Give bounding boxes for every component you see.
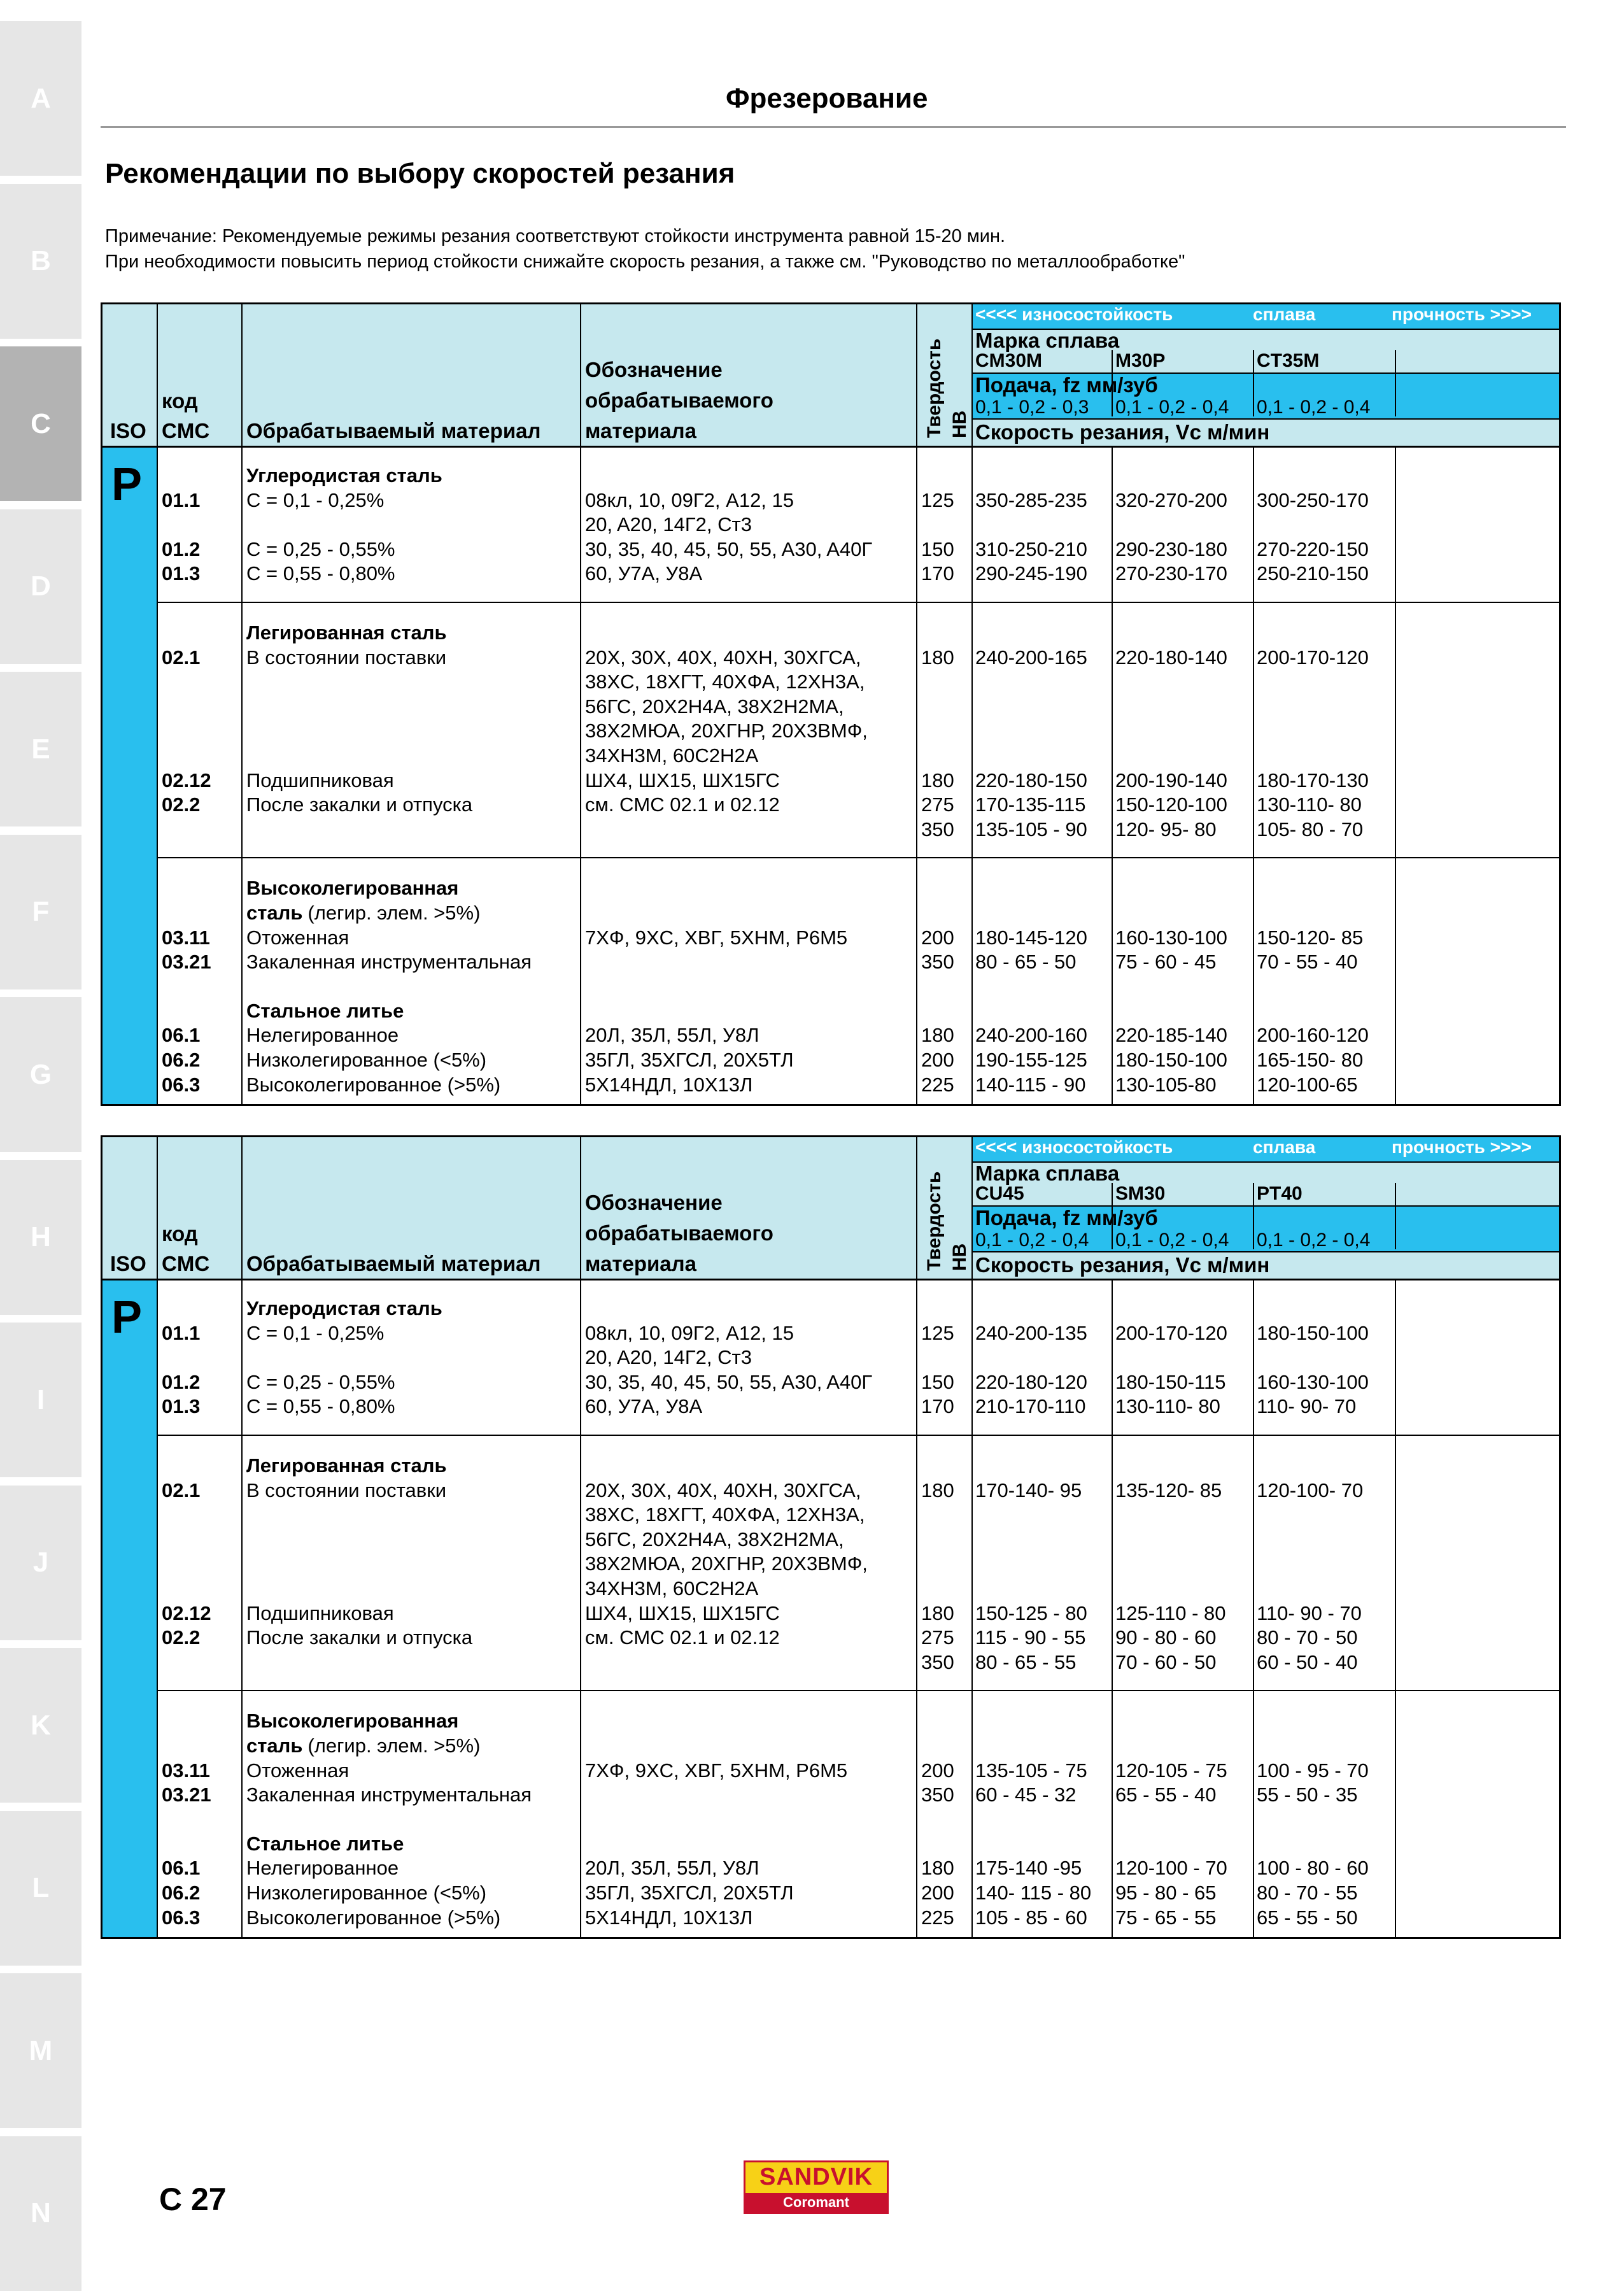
header-code-line2: CMC [162,419,210,443]
row-hardness: 125 [921,1321,954,1344]
row-speed-2: 200-190-140 [1115,769,1227,791]
feed-title: Подача, fz мм/зуб [975,1206,1158,1230]
row-hardness: 180 [921,646,954,669]
column-divider [916,304,917,1104]
row-speed-3: 110- 90 - 70 [1257,1601,1362,1624]
row-speed-2: 75 - 60 - 45 [1115,951,1217,974]
row-hardness: 200 [921,1049,954,1071]
row-material: В состоянии поставки [246,1479,447,1501]
row-speed-1: 180-145-120 [975,926,1087,949]
row-speed-3: 180-170-130 [1257,769,1369,791]
row-material: После закалки и отпуска [246,1626,473,1649]
row-speed-3: 60 - 50 - 40 [1257,1650,1358,1673]
row-code: 02.12 [162,769,211,791]
row-hardness: 200 [921,1759,954,1782]
side-tab-f[interactable]: F [0,835,81,989]
section-heading: Рекомендации по выбору скоростей резания [105,158,735,189]
header-designation-line3: материала [585,1252,696,1275]
logo-brand: SANDVIK [759,2164,873,2190]
row-speed-1: 240-200-135 [975,1321,1087,1344]
row-speed-1: 220-180-150 [975,769,1087,791]
group-title: Углеродистая сталь [246,1297,442,1319]
row-speed-2: 65 - 55 - 40 [1115,1784,1217,1806]
row-designation: 56ГС, 20X2H4A, 38X2H2MA, [585,695,844,718]
row-speed-3: 100 - 95 - 70 [1257,1759,1369,1782]
row-speed-3: 180-150-100 [1257,1321,1369,1344]
row-code: 02.2 [162,793,201,816]
feed-range: 0,1 - 0,2 - 0,4 [1115,1230,1229,1251]
row-code: 06.3 [162,1073,201,1096]
note-line-2: При необходимости повысить период стойкости снижайте скорость резания, а также см. "Руководство по металлообработке" [105,252,1185,272]
row-material: После закалки и отпуска [246,793,473,816]
row-speed-2: 180-150-100 [1115,1049,1227,1071]
grade-name: CT35M [1257,350,1320,371]
header-material: Обрабатываемый материал [246,419,541,443]
header-iso: ISO [110,1252,146,1275]
row-designation: 34XH3M, 60C2H2A [585,744,759,767]
row-speed-3: 120-100- 70 [1257,1479,1364,1501]
row-hardness: 350 [921,818,954,841]
column-divider [580,1137,581,1937]
row-designation: 60, У7А, У8А [585,1395,703,1418]
row-hardness: 350 [921,1784,954,1806]
row-speed-1: 170-140- 95 [975,1479,1082,1501]
group-title-note: (легир. элем. >5%) [307,1734,481,1757]
side-tab-d[interactable]: D [0,509,81,664]
grade-column-divider [1395,350,1396,416]
row-material: Подшипниковая [246,769,394,791]
header-designation-line2: обрабатываемого [585,1221,773,1245]
row-speed-1: 80 - 65 - 50 [975,951,1077,974]
row-designation: 08кл, 10, 09Г2, A12, 15 [585,1321,794,1344]
group-divider [157,602,1559,603]
header-hardness: Твердость [924,338,945,438]
group-divider [157,1690,1559,1691]
header-designation-line2: обрабатываемого [585,388,773,412]
row-code: 06.3 [162,1906,201,1929]
group-title-line2 [246,901,480,925]
side-tab-i[interactable]: I [0,1323,81,1477]
row-material: Высоколегированное (>5%) [246,1073,501,1096]
column-divider [241,1137,243,1937]
row-speed-2: 130-110- 80 [1115,1395,1220,1418]
page-number: C 27 [159,2181,227,2217]
side-tab-g[interactable]: G [0,997,81,1152]
grade-column-divider [1253,446,1254,1104]
speed-title: Скорость резания, Vc м/мин [975,1253,1270,1277]
row-material: Нелегированное [246,1857,399,1880]
row-material: C = 0,1 - 0,25% [246,1321,385,1344]
group-title: Высоколегированная [246,1710,459,1733]
row-speed-2: 90 - 80 - 60 [1115,1626,1217,1649]
side-tab-m[interactable]: M [0,1973,81,2128]
column-divider [157,1137,158,1937]
grade-column-divider [1253,1183,1254,1249]
group-divider [157,857,1559,858]
row-speed-3: 200-160-120 [1257,1024,1369,1047]
side-tab-c[interactable]: C [0,346,81,501]
header-material: Обрабатываемый материал [246,1252,541,1275]
row-material: Подшипниковая [246,1601,394,1624]
row-material: Отоженная [246,926,350,949]
row-hardness: 170 [921,562,954,585]
row-speed-1: 150-125 - 80 [975,1601,1087,1624]
row-speed-2: 120- 95- 80 [1115,818,1217,841]
row-hardness: 350 [921,951,954,974]
row-hardness: 200 [921,1882,954,1904]
row-code: 03.21 [162,951,211,974]
feed-range: 0,1 - 0,2 - 0,4 [1115,397,1229,418]
group-title-word: сталь [246,1734,303,1757]
wear-label: <<<< износостойкость [975,304,1173,324]
grade-column-divider [1253,350,1254,416]
header-hardness-unit: HB [949,410,970,438]
row-designation: 20X, 30X, 40X, 40XH, 30XГСА, [585,646,861,669]
grade-column-divider [1112,1279,1113,1937]
row-code: 02.12 [162,1601,211,1624]
row-material: Нелегированное [246,1024,399,1047]
row-speed-3: 100 - 80 - 60 [1257,1857,1369,1880]
row-speed-1: 60 - 45 - 32 [975,1784,1077,1806]
cutting-speed-table-2 [101,1135,1561,1939]
row-material: C = 0,25 - 0,55% [246,537,395,560]
row-material: C = 0,55 - 0,80% [246,562,395,585]
grade-name: SM30 [1115,1183,1166,1204]
grade-name: CM30M [975,350,1043,371]
group-divider [157,1435,1559,1436]
row-hardness: 180 [921,769,954,791]
row-speed-2: 160-130-100 [1115,926,1227,949]
row-designation: 35ГЛ, 35XГСЛ, 20X5ТЛ [585,1882,794,1904]
header-bottom-rule [102,446,1559,448]
row-designation: 20, A20, 14Г2, Ст3 [585,513,752,536]
row-material: Закаленная инструментальная [246,1784,532,1806]
row-designation: ШX4, ШX15, ШX15ГС [585,1601,780,1624]
grade-column-divider [1395,446,1396,1104]
row-speed-3: 70 - 55 - 40 [1257,951,1358,974]
row-hardness: 275 [921,793,954,816]
row-speed-3: 160-130-100 [1257,1370,1369,1393]
row-speed-3: 150-120- 85 [1257,926,1364,949]
iso-group-letter: P [111,1292,143,1343]
row-speed-1: 220-180-120 [975,1370,1087,1393]
row-material: C = 0,1 - 0,25% [246,488,385,511]
row-designation: 35ГЛ, 35XГСЛ, 20X5ТЛ [585,1049,794,1071]
row-designation: 34XH3M, 60C2H2A [585,1577,759,1599]
header-designation-line3: материала [585,419,696,443]
group-title-word: сталь [246,902,303,924]
row-speed-1: 135-105 - 75 [975,1759,1087,1782]
row-speed-2: 220-185-140 [1115,1024,1227,1047]
side-tab-k[interactable]: K [0,1648,81,1803]
row-speed-3: 250-210-150 [1257,562,1369,585]
row-hardness: 150 [921,537,954,560]
row-speed-1: 240-200-165 [975,646,1087,669]
row-hardness: 350 [921,1650,954,1673]
group-title: Высоколегированная [246,877,459,900]
side-tab-n[interactable]: N [0,2136,81,2291]
side-tab-e[interactable]: E [0,672,81,826]
row-speed-2: 270-230-170 [1115,562,1227,585]
grade-column-divider [1395,1279,1396,1937]
column-divider [916,1137,917,1937]
grade-name: CU45 [975,1183,1024,1204]
row-hardness: 170 [921,1395,954,1418]
row-hardness: 150 [921,1370,954,1393]
row-speed-1: 80 - 65 - 55 [975,1650,1077,1673]
side-tab-j[interactable]: J [0,1486,81,1640]
row-speed-2: 320-270-200 [1115,488,1227,511]
row-designation: 30, 35, 40, 45, 50, 55, A30, A40Г [585,1370,873,1393]
row-speed-2: 75 - 65 - 55 [1115,1906,1217,1929]
row-speed-1: 240-200-160 [975,1024,1087,1047]
row-designation: 20X, 30X, 40X, 40XH, 30XГСА, [585,1479,861,1501]
row-hardness: 225 [921,1906,954,1929]
side-tab-h[interactable]: H [0,1160,81,1315]
header-divider [971,418,1559,420]
row-speed-3: 110- 90- 70 [1257,1395,1357,1418]
row-speed-2: 220-180-140 [1115,646,1227,669]
row-speed-2: 120-105 - 75 [1115,1759,1227,1782]
row-speed-3: 165-150- 80 [1257,1049,1364,1071]
row-designation: 08кл, 10, 09Г2, A12, 15 [585,488,794,511]
grade-column-divider [1395,1183,1396,1249]
row-code: 01.3 [162,562,201,585]
row-speed-2: 95 - 80 - 65 [1115,1882,1217,1904]
row-hardness: 180 [921,1857,954,1880]
row-designation: 5X14HДЛ, 10X13Л [585,1906,753,1929]
row-speed-1: 310-250-210 [975,537,1087,560]
header-hardness-unit: HB [949,1243,970,1271]
row-speed-2: 70 - 60 - 50 [1115,1650,1217,1673]
row-designation: 20, A20, 14Г2, Ст3 [585,1346,752,1369]
row-speed-1: 140- 115 - 80 [975,1882,1092,1904]
row-speed-3: 300-250-170 [1257,488,1369,511]
feed-range: 0,1 - 0,2 - 0,3 [975,397,1089,418]
grade-word: сплава [1253,1137,1316,1157]
strength-label: прочность >>>> [1392,1137,1532,1157]
wear-label: <<<< износостойкость [975,1137,1173,1157]
row-material: Отоженная [246,1759,350,1782]
group-title: Стальное литье [246,1832,404,1855]
row-material: Закаленная инструментальная [246,951,532,974]
row-designation: 20Л, 35Л, 55Л, У8Л [585,1024,759,1047]
group-title: Легированная сталь [246,1454,447,1477]
row-speed-1: 290-245-190 [975,562,1087,585]
row-designation: 7XФ, 9XC, XBГ, 5XHM, P6M5 [585,1759,848,1782]
row-designation: 38X2MЮА, 20XГНР, 20X3BMФ, [585,720,868,742]
row-speed-3: 55 - 50 - 35 [1257,1784,1358,1806]
row-material: Низколегированное (<5%) [246,1882,487,1904]
row-speed-1: 135-105 - 90 [975,818,1087,841]
row-designation: см. CMC 02.1 и 02.12 [585,1626,780,1649]
header-designation-line1: Обозначение [585,358,723,381]
title-divider [101,126,1566,128]
row-material: Высоколегированное (>5%) [246,1906,501,1929]
sandvik-coromant-logo [744,2160,889,2214]
side-tab-l[interactable]: L [0,1811,81,1966]
row-speed-2: 180-150-115 [1115,1370,1226,1393]
row-designation: 38XC, 18XГТ, 40XФА, 12XH3A, [585,670,865,693]
row-speed-1: 190-155-125 [975,1049,1087,1071]
grade-name: M30P [1115,350,1166,371]
row-hardness: 125 [921,488,954,511]
row-hardness: 180 [921,1601,954,1624]
row-designation: 56ГС, 20X2H4A, 38X2H2MA, [585,1528,844,1550]
grade-title: Марка сплава [975,329,1120,352]
row-code: 02.1 [162,1479,201,1501]
row-material: В состоянии поставки [246,646,447,669]
row-code: 02.1 [162,646,201,669]
group-title: Углеродистая сталь [246,464,442,486]
column-divider [971,304,973,1104]
row-designation: 60, У7А, У8А [585,562,703,585]
column-divider [157,304,158,1104]
grade-word: сплава [1253,304,1316,324]
grade-column-divider [1112,446,1113,1104]
row-designation: 30, 35, 40, 45, 50, 55, A30, A40Г [585,537,873,560]
row-speed-3: 105- 80 - 70 [1257,818,1364,841]
header-code-line1: код [162,389,198,413]
row-speed-1: 105 - 85 - 60 [975,1906,1087,1929]
side-tab-b[interactable]: B [0,184,81,339]
row-hardness: 200 [921,926,954,949]
page-title: Фрезерование [726,83,928,114]
row-speed-2: 120-100 - 70 [1115,1857,1227,1880]
row-code: 06.2 [162,1882,201,1904]
row-hardness: 275 [921,1626,954,1649]
feed-range: 0,1 - 0,2 - 0,4 [1257,397,1371,418]
row-speed-2: 290-230-180 [1115,537,1227,560]
cutting-speed-table-1 [101,302,1561,1106]
feed-range: 0,1 - 0,2 - 0,4 [975,1230,1089,1251]
row-speed-3: 270-220-150 [1257,537,1369,560]
group-title: Легированная сталь [246,621,447,644]
speed-title: Скорость резания, Vc м/мин [975,420,1270,444]
row-speed-3: 80 - 70 - 55 [1257,1882,1358,1904]
row-speed-1: 210-170-110 [975,1395,1086,1418]
row-speed-3: 120-100-65 [1257,1073,1358,1096]
row-hardness: 225 [921,1073,954,1096]
group-title: Стальное литье [246,999,404,1022]
row-code: 01.1 [162,488,201,511]
feed-title: Подача, fz мм/зуб [975,373,1158,397]
row-code: 01.2 [162,1370,201,1393]
row-speed-1: 140-115 - 90 [975,1073,1086,1096]
row-hardness: 180 [921,1479,954,1501]
row-designation: 38XC, 18XГТ, 40XФА, 12XH3A, [585,1503,865,1526]
header-code-line1: код [162,1222,198,1245]
row-speed-3: 65 - 55 - 50 [1257,1906,1358,1929]
row-code: 06.2 [162,1049,201,1071]
row-code: 03.21 [162,1784,211,1806]
row-speed-3: 80 - 70 - 50 [1257,1626,1358,1649]
feed-range: 0,1 - 0,2 - 0,4 [1257,1230,1371,1251]
row-speed-1: 115 - 90 - 55 [975,1626,1086,1649]
column-divider [971,1137,973,1937]
column-divider [580,304,581,1104]
row-speed-2: 200-170-120 [1115,1321,1227,1344]
row-code: 02.2 [162,1626,201,1649]
strength-label: прочность >>>> [1392,304,1532,324]
row-speed-3: 200-170-120 [1257,646,1369,669]
row-speed-2: 125-110 - 80 [1115,1601,1226,1624]
row-code: 01.3 [162,1395,201,1418]
row-speed-2: 150-120-100 [1115,793,1227,816]
header-bottom-rule [102,1279,1559,1280]
header-divider [971,1251,1559,1252]
iso-column-strip [102,446,157,1104]
header-designation-line1: Обозначение [585,1191,723,1214]
group-title-line2 [246,1734,480,1758]
group-title-note: (легир. элем. >5%) [307,902,481,924]
row-designation: см. CMC 02.1 и 02.12 [585,793,780,816]
header-hardness: Твердость [924,1171,945,1271]
row-designation: 20Л, 35Л, 55Л, У8Л [585,1857,759,1880]
side-index-tabs [0,0,81,2279]
logo-subbrand: Coromant [745,2193,887,2212]
row-speed-1: 350-285-235 [975,488,1087,511]
row-code: 01.2 [162,537,201,560]
row-code: 06.1 [162,1857,201,1880]
side-tab-a[interactable]: A [0,21,81,176]
row-material: Низколегированное (<5%) [246,1049,487,1071]
row-speed-2: 130-105-80 [1115,1073,1217,1096]
header-code-line2: CMC [162,1252,210,1275]
grade-column-divider [1253,1279,1254,1937]
row-hardness: 180 [921,1024,954,1047]
column-divider [241,304,243,1104]
row-designation: 38X2MЮА, 20XГНР, 20X3BMФ, [585,1552,868,1575]
row-designation: 7XФ, 9XC, XBГ, 5XHM, P6M5 [585,926,848,949]
row-material: C = 0,55 - 0,80% [246,1395,395,1418]
header-iso: ISO [110,419,146,443]
row-speed-3: 130-110- 80 [1257,793,1362,816]
row-code: 03.11 [162,1759,210,1782]
note-line-1: Примечание: Рекомендуемые режимы резания соответствуют стойкости инструмента равной 15-20 мин. [105,226,1006,246]
row-material: C = 0,25 - 0,55% [246,1370,395,1393]
row-speed-2: 135-120- 85 [1115,1479,1222,1501]
row-speed-1: 175-140 -95 [975,1857,1082,1880]
iso-group-letter: P [111,459,143,510]
row-code: 03.11 [162,926,210,949]
grade-title: Марка сплава [975,1161,1120,1185]
grade-name: PT40 [1257,1183,1303,1204]
row-speed-1: 170-135-115 [975,793,1086,816]
iso-column-strip [102,1279,157,1937]
row-designation: 5X14HДЛ, 10X13Л [585,1073,753,1096]
row-code: 06.1 [162,1024,201,1047]
row-code: 01.1 [162,1321,201,1344]
row-designation: ШX4, ШX15, ШX15ГС [585,769,780,791]
